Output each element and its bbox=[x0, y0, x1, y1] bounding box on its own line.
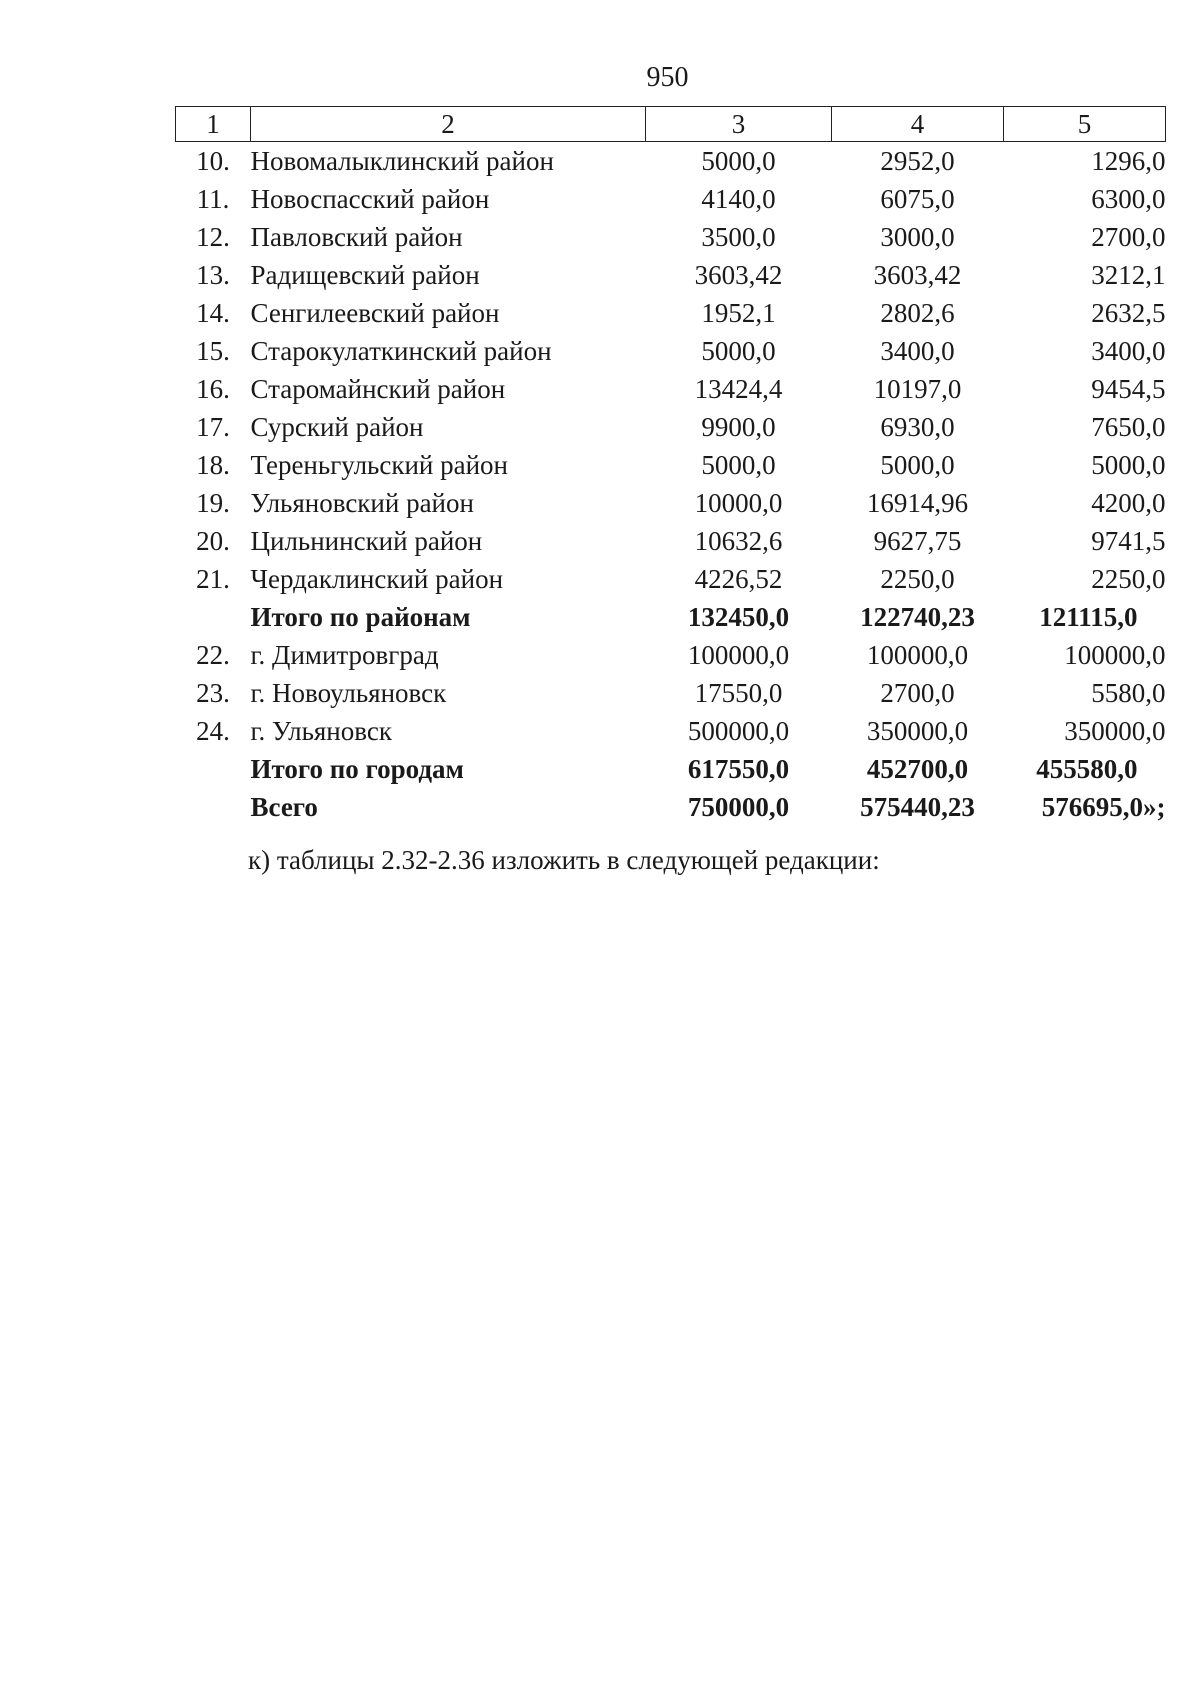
table-row bbox=[176, 408, 1166, 446]
value-col-3: 750000,0 bbox=[687, 792, 790, 822]
value-col-3: 4140,0 bbox=[701, 184, 776, 214]
row-number bbox=[176, 750, 251, 788]
value-col-5: 2632,5 bbox=[1091, 298, 1166, 328]
row-number: 10. bbox=[196, 146, 230, 176]
value-col-5: 3400,0 bbox=[1091, 336, 1166, 366]
value-col-4: 2802,6 bbox=[880, 298, 955, 328]
row-name: г. Новоульяновск bbox=[250, 678, 447, 708]
row-number: 21. bbox=[196, 564, 230, 594]
row-number: 14. bbox=[196, 298, 230, 328]
value-col-3: 3603,42 bbox=[694, 260, 783, 290]
value-col-4: 3603,42 bbox=[873, 260, 962, 290]
value-col-3: 10632,6 bbox=[694, 526, 783, 556]
value-col-3: 132450,0 bbox=[687, 602, 790, 632]
table-row bbox=[176, 560, 1166, 598]
value-col-3: 5000,0 bbox=[701, 450, 776, 480]
value-col-4: 6075,0 bbox=[880, 184, 955, 214]
row-number: 22. bbox=[196, 640, 230, 670]
row-number: 24. bbox=[196, 716, 230, 746]
table-row bbox=[176, 142, 1166, 181]
column-header-2: 2 bbox=[251, 107, 646, 142]
value-col-4: 16914,96 bbox=[866, 488, 969, 518]
column-header-1: 1 bbox=[176, 107, 251, 142]
value-col-3: 3500,0 bbox=[701, 222, 776, 252]
row-number: 18. bbox=[196, 450, 230, 480]
row-number: 16. bbox=[196, 374, 230, 404]
row-number: 17. bbox=[196, 412, 230, 442]
row-name: Тереньгульский район bbox=[250, 450, 509, 480]
row-number bbox=[176, 598, 251, 636]
value-col-4: 6930,0 bbox=[880, 412, 955, 442]
table-row bbox=[176, 446, 1166, 484]
value-col-3: 9900,0 bbox=[701, 412, 776, 442]
table-total-row bbox=[176, 750, 1166, 788]
value-col-4: 2952,0 bbox=[880, 146, 955, 176]
table-row bbox=[176, 180, 1166, 218]
table-row bbox=[176, 218, 1166, 256]
value-col-4: 5000,0 bbox=[880, 450, 955, 480]
value-col-4: 2250,0 bbox=[880, 564, 955, 594]
instruction-note: к) таблицы 2.32-2.36 изложить в следующей редакции: bbox=[248, 845, 880, 875]
table-body bbox=[176, 142, 1166, 827]
value-col-3: 1952,1 bbox=[701, 298, 776, 328]
budget-table bbox=[175, 106, 1166, 826]
row-number: 12. bbox=[196, 222, 230, 252]
row-name: Старомайнский район bbox=[250, 374, 506, 404]
row-name: г. Димитровград bbox=[250, 640, 439, 670]
table-row bbox=[176, 636, 1166, 674]
row-name: Цильнинский район bbox=[250, 526, 483, 556]
row-number bbox=[176, 788, 251, 826]
row-number: 13. bbox=[196, 260, 230, 290]
value-col-4: 122740,23 bbox=[860, 602, 975, 632]
value-col-4: 452700,0 bbox=[866, 754, 969, 784]
value-col-3: 13424,4 bbox=[694, 374, 783, 404]
row-name: Ульяновский район bbox=[250, 488, 474, 518]
value-col-3: 617550,0 bbox=[687, 754, 790, 784]
value-col-4: 9627,75 bbox=[873, 526, 962, 556]
row-number: 15. bbox=[196, 336, 230, 366]
value-col-3: 5000,0 bbox=[701, 146, 776, 176]
value-col-5: 576695,0»; bbox=[1041, 792, 1166, 822]
value-col-3: 17550,0 bbox=[694, 678, 783, 708]
row-name: Новоспасский район bbox=[250, 184, 490, 214]
value-col-3: 4226,52 bbox=[694, 564, 783, 594]
row-name: Чердаклинский район bbox=[250, 564, 504, 594]
column-header-3: 3 bbox=[646, 107, 832, 142]
column-header-5: 5 bbox=[1004, 107, 1166, 142]
row-name: Сурский район bbox=[250, 412, 424, 442]
value-col-5: 5000,0 bbox=[1091, 450, 1166, 480]
value-col-4: 10197,0 bbox=[873, 374, 962, 404]
table-row bbox=[176, 712, 1166, 750]
value-col-5: 6300,0 bbox=[1091, 184, 1166, 214]
row-number: 11. bbox=[196, 184, 230, 214]
value-col-5: 9454,5 bbox=[1091, 374, 1166, 404]
value-col-4: 2700,0 bbox=[880, 678, 955, 708]
row-name: г. Ульяновск bbox=[250, 716, 392, 746]
value-col-4: 3000,0 bbox=[880, 222, 955, 252]
row-name: Итого по городам bbox=[250, 754, 464, 784]
value-col-5: 9741,5 bbox=[1091, 526, 1166, 556]
table-total-row bbox=[176, 598, 1166, 636]
table-row bbox=[176, 522, 1166, 560]
value-col-5: 121115,0 bbox=[1039, 602, 1138, 632]
value-col-4: 350000,0 bbox=[866, 716, 969, 746]
value-col-3: 5000,0 bbox=[701, 336, 776, 366]
value-col-4: 3400,0 bbox=[880, 336, 955, 366]
value-col-5: 3212,1 bbox=[1091, 260, 1166, 290]
value-col-3: 100000,0 bbox=[687, 640, 790, 670]
table-row bbox=[176, 674, 1166, 712]
row-name: Итого по районам bbox=[250, 602, 471, 632]
value-col-5: 2250,0 bbox=[1091, 564, 1166, 594]
table-row bbox=[176, 294, 1166, 332]
row-name: Сенгилеевский район bbox=[250, 298, 500, 328]
row-number: 19. bbox=[196, 488, 230, 518]
row-name: Радищевский район bbox=[250, 260, 480, 290]
table-row bbox=[176, 332, 1166, 370]
value-col-5: 2700,0 bbox=[1091, 222, 1166, 252]
table-row bbox=[176, 370, 1166, 408]
row-name: Старокулаткинский район bbox=[250, 336, 552, 366]
value-col-4: 575440,23 bbox=[860, 792, 975, 822]
value-col-5: 4200,0 bbox=[1091, 488, 1166, 518]
row-name: Новомалыклинский район bbox=[250, 146, 554, 176]
table-row bbox=[176, 256, 1166, 294]
column-header-4: 4 bbox=[832, 107, 1004, 142]
value-col-5: 100000,0 bbox=[1064, 640, 1166, 670]
value-col-3: 500000,0 bbox=[687, 716, 790, 746]
value-col-5: 350000,0 bbox=[1064, 716, 1166, 746]
value-col-5: 7650,0 bbox=[1091, 412, 1166, 442]
table-row bbox=[176, 484, 1166, 522]
row-number: 20. bbox=[196, 526, 230, 556]
value-col-3: 10000,0 bbox=[694, 488, 783, 518]
row-number: 23. bbox=[196, 678, 230, 708]
row-name: Всего bbox=[250, 792, 318, 822]
value-col-5: 1296,0 bbox=[1091, 146, 1166, 176]
value-col-5: 5580,0 bbox=[1091, 678, 1166, 708]
table-total-row bbox=[176, 788, 1166, 826]
value-col-4: 100000,0 bbox=[866, 640, 969, 670]
page-number: 950 bbox=[646, 62, 689, 93]
value-col-5: 455580,0 bbox=[1036, 754, 1138, 784]
row-name: Павловский район bbox=[250, 222, 463, 252]
table-header-row bbox=[176, 107, 1166, 142]
